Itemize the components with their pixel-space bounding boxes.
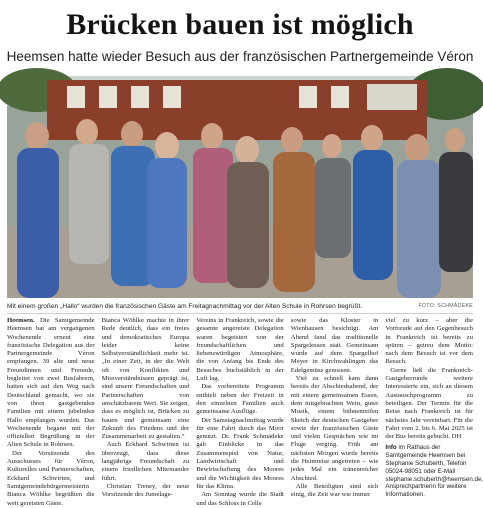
info-box: [385, 444, 483, 499]
paragraph: Am Sonntag wurde die Stadt und das Schloss in Celle: [196, 491, 284, 507]
info-text: im Rathaus der Samtgemeinde Heemsen bei Stephanie Schuberth, Telefon 05024-98051 oder E-Mail stephanie.schuberth@heemsen.de, Ansprechpartnerin für weitere Informationen.: [385, 444, 483, 499]
paragraph: Vereins in Frankreich, sowie die gesamte angereiste Delegation waren begeistert von der freundschaftlichen und liebenswürdigen Atmosphäre, die von Anfang bis Ende des Besuches buchstäblich in der Luft lag.: [196, 317, 284, 383]
article-photo: [7, 76, 473, 298]
info-label: Info: [385, 444, 397, 452]
photo-credit: FOTO: SCHMÄDEKE: [418, 303, 473, 309]
column-1: [7, 317, 95, 507]
dateline: Heemsen.: [7, 317, 35, 324]
article-body: [7, 317, 483, 507]
paragraph-text: Die Samtgemeinde Heemsen hat am vergangenen Wochenende erneut eine französische Delegation aus der Partnergemeinde Véron empfangen. 39 alte und neue Freundinnen und Freunde, begleitet von zwei Busfahrern, hatten sich auf den Weg nach Deutschland gemacht, wo sie von ihren gastgebenden Familien mit einem jubelnden Hallo empfangen wurden. Das Wochenende begann mit der offiziellen Begrüßung in der Alten Schule in Rohrsen.: [7, 317, 95, 449]
paragraph: Alle Beteiligten sind sich einig, die Zeit war wie immer: [290, 482, 379, 499]
paragraph: Gerne ließ die Frankreich-Gastgeberrunde weitere Interessierte ein, sich an diesem Austauschprogramm zu beteiligen. Der Termin für die Reise nach Frankreich ist für nächstes Jahr vereinbart. Für die Fahrt vom 2. bis 6. Mai 2025 ist der Bus bereits gebucht. DH: [385, 366, 473, 441]
photo-caption: [7, 301, 473, 312]
paragraph: Das vorbereitete Programm enthielt neben der Freizeit in den einzelnen Familien auch gemeinsame Ausflüge.: [196, 383, 284, 416]
paragraph: Der Samstagnachmittag wurde für eine Fahrt durch das Moor genutzt. Dr. Frank Schmädeke gab Einblicke in das Zusammenspiel von Natur, Landwirtschaft und Bewirtschaftung des Moores und die Wichtigkeit des Moores für das Klima.: [196, 416, 284, 490]
paragraph: [7, 317, 95, 450]
column-3: [196, 317, 284, 507]
divider: [7, 313, 473, 314]
column-2: [101, 317, 190, 499]
paragraph: Bianca Wöhlke machte in ihrer Rede deutlich, dass ein freies und demokratisches Europa leider keine Selbstverständlichkeit mehr ist. „In einer Zeit, in der die Welt oft von Konflikten und Missverständnissen geprägt ist, sind unsere Freundschaften und Partnerschaften von unschätzbarem Wert. Sie zeigen, dass es möglich ist, Brücken zu bauen und gemeinsam eine Zukunft des Friedens und der Zusammenarbeit zu gestalten.“: [101, 317, 190, 441]
column-4: [290, 317, 379, 499]
headline: Brücken bauen ist möglich: [66, 8, 414, 41]
paragraph: viel zu kurz – aber die Vorfreude auf den Gegenbesuch in Frankreich ist bereits zu spüren – getreu dem Motto: nach dem Besuch ist vor dem Besuch.: [385, 317, 473, 366]
paragraph: Der Vorsitzende des Ausschusses für Véron, Kulturelles und Partnerschaften, Eckhard Schwirten, und Samtgemeindebürgermeisterin Bianca Wöhlke begrüßten die weit gereisten Gäste.: [7, 449, 95, 507]
paragraph: Christian Treney, der neue Vorsitzende des Jumelage-: [101, 482, 190, 499]
column-5: [385, 317, 483, 499]
paragraph: sowie das Kloster in Wienhausen besichtigt. Am Abend fand das traditionelle Spargelessen statt. Gemeinsam wurde auf dem Spargelhof Meyer in Kirchwahlingen das Edelgemüse genossen.: [290, 317, 379, 374]
caption-text: Mit einem großen „Hallo“ wurden die französischen Gäste am Freitagnachmittag vor der Alten Schule in Rohrsen begrüßt.: [7, 303, 363, 310]
photo-group-of-people-icon: [7, 76, 473, 298]
paragraph: Viel zu schnell kam dann bereits der Abschiedsabend, der mit einem gemeinsamen Essen, dem mitgebrachten Wein, guter Musik, einem bühnenreifen Sketch der deutschen Gastgeber sowie der französischen Gäste und vielen Gesprächen wie im Fluge verging. Früh am nächsten Morgen wurde bereits die Heimreise angetreten – wie jedes Mal ein tränenreicher Abschied.: [290, 375, 379, 482]
subheadline: Heemsen hatte wieder Besuch aus der französischen Partnergemeinde Véron: [6, 49, 474, 64]
paragraph: Auch Eckhard Schwirten ist überzeugt, dass diese langjährige Freundschaft zu einem friedlichen Miteinander führt.: [101, 441, 190, 482]
